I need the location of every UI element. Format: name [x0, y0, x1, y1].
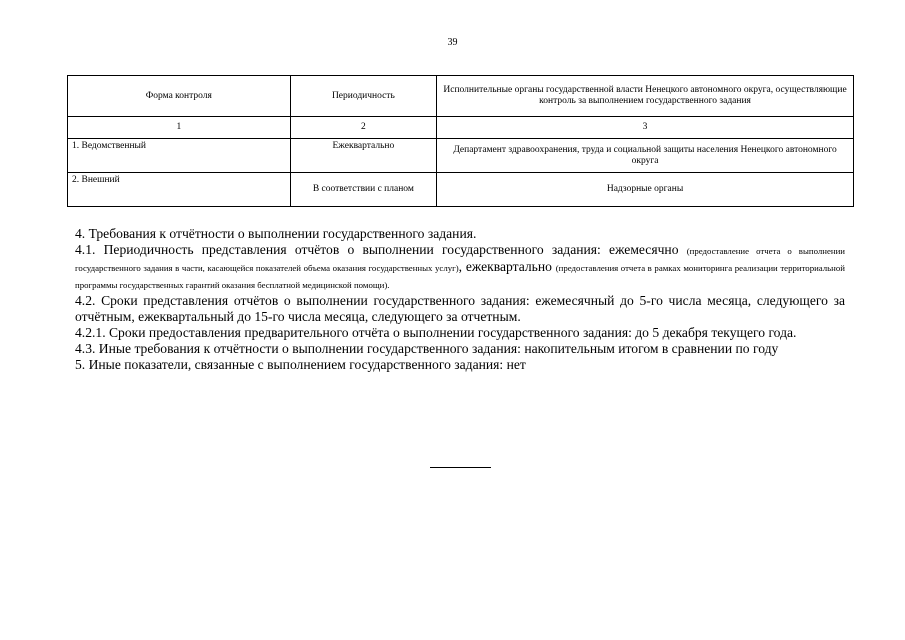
column-number: 3 [437, 117, 854, 139]
section-4-3: 4.3. Иные требования к отчётности о выполнении государственного задания: накопительным итогом в сравнении по году [75, 341, 779, 356]
column-number: 2 [290, 117, 436, 139]
table-header-row [68, 76, 854, 117]
section-4-2: 4.2. Сроки представления отчётов о выполнении государственного задания: ежемесячный до 5-го числа месяца, следующего за отчётным, ежеквартальный до 15-го числа месяца, следующего за отчетным. [75, 293, 845, 324]
cell-periodicity: Ежеквартально [290, 139, 436, 173]
section-4-2-1: 4.2.1. Сроки предоставления предварительного отчёта о выполнении государственного задания: до 5 декабря текущего года. [75, 325, 797, 340]
table-row [68, 173, 854, 207]
section-4-1 [75, 242, 845, 293]
end-divider [430, 467, 491, 468]
cell-control-form: 2. Внешний [68, 173, 291, 207]
column-number: 1 [68, 117, 291, 139]
cell-executive-body: Надзорные органы [437, 173, 854, 207]
table-column-number-row [68, 117, 854, 139]
table-row [68, 139, 854, 173]
page-number: 39 [447, 37, 458, 48]
section-4-1-lead: 4.1. Периодичность представления отчётов о выполнении государственного задания: ежемесячно [75, 242, 679, 257]
section-4-1-note-monthly: (предоставление отчета о выполнении государственного задания в части, касающейся показателей объема оказания государственных услуг) [75, 246, 845, 273]
report-requirements-text [75, 226, 845, 373]
control-table [67, 75, 854, 207]
cell-control-form: 1. Ведомственный [68, 139, 291, 173]
cell-periodicity: В соответствии с планом [290, 173, 436, 207]
section-5: 5. Иные показатели, связанные с выполнением государственного задания: нет [75, 357, 526, 372]
header-periodicity: Периодичность [290, 76, 436, 117]
header-executive-bodies: Исполнительные органы государственной власти Ненецкого автономного округа, осуществляющие контроль за выполнением государственного задания [437, 76, 854, 117]
header-control-form: Форма контроля [68, 76, 291, 117]
section-4: 4. Требования к отчётности о выполнении государственного задания. [75, 226, 477, 241]
section-4-1-quarterly: , ежеквартально [458, 259, 552, 274]
section-4-1-note-quarterly: (предоставления отчета в рамках мониторинга реализации территориальной программы государственных гарантий оказания бесплатной медицинской помощи). [75, 263, 846, 290]
cell-executive-body: Департамент здравоохранения, труда и социальной защиты населения Ненецкого автономного округа [437, 139, 854, 173]
